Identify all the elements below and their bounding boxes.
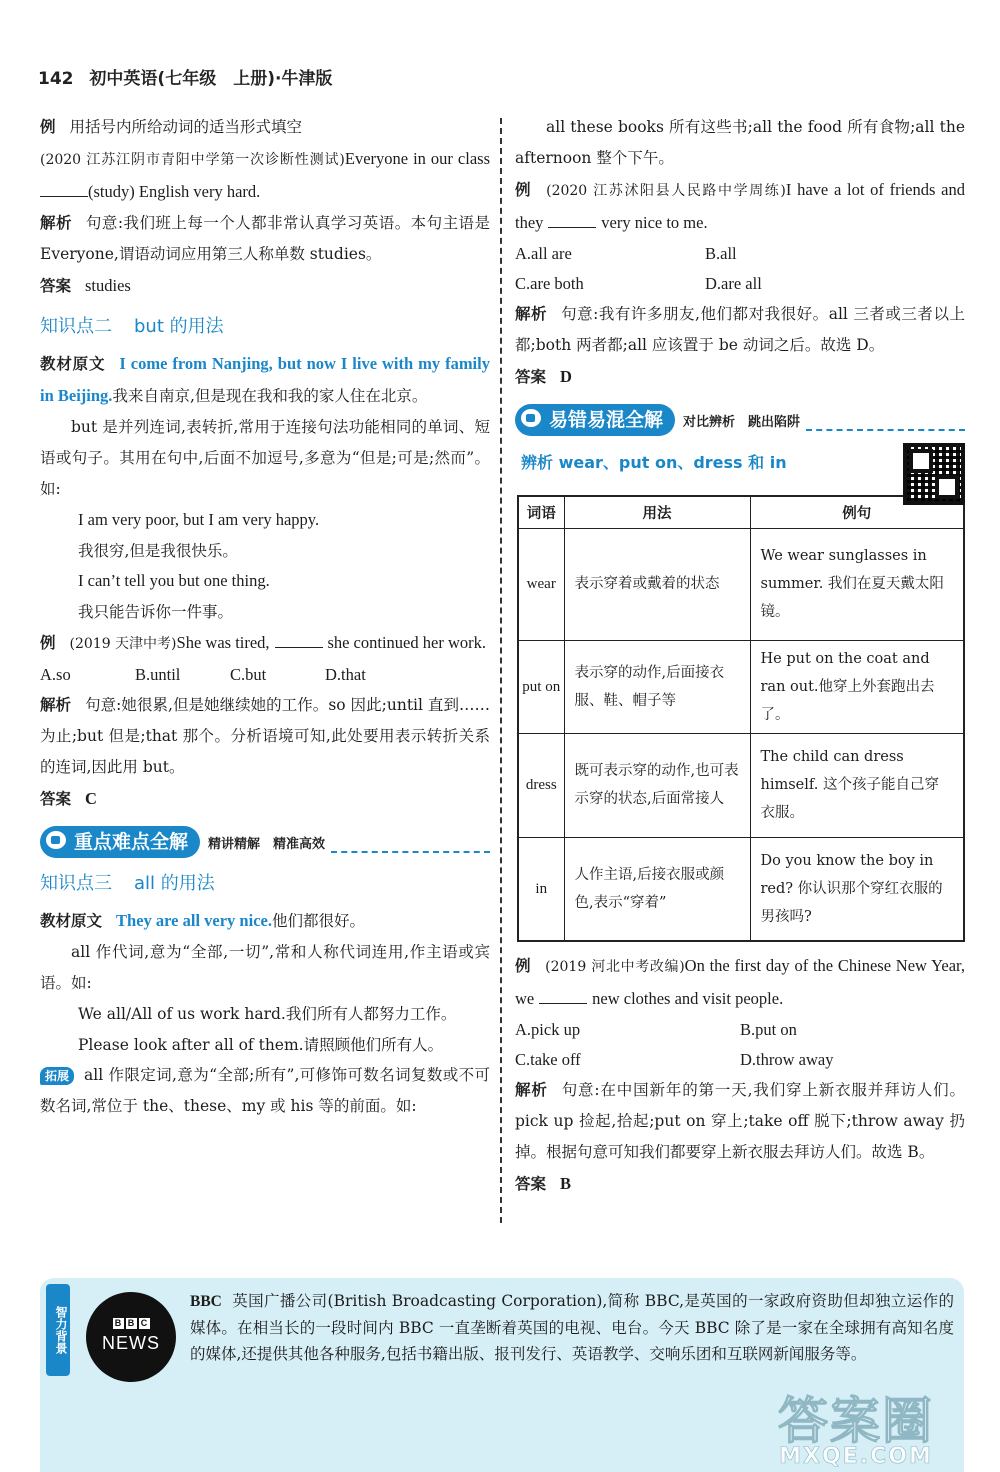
continued-text: all these books 所有这些书;all the food 所有食物;all the afternoon 整个下午。 (515, 118, 965, 167)
example-2-answer: 答案 C (40, 789, 97, 808)
column-divider (500, 118, 502, 1223)
extension-note: 拓展 all 作限定词,意为“全部;所有”,可修饰可数名词复数或不可数名词,常位于 the、these、my 或 his 等的前面。如: (40, 1066, 490, 1115)
option: D.are all (705, 274, 762, 293)
example-sentence: I can’t tell you but one thing. (78, 571, 270, 590)
table-row: dress 既可表示穿的动作,也可表示穿的状态,后面常接人 The child can dress himself. 这个孩子能自己穿衣服。 (518, 733, 964, 837)
watermark: 答案圈 MXQE.COM (778, 1392, 934, 1469)
knowledge-point-3-heading: 知识点三 all 的用法 (40, 873, 215, 894)
option: B.until (135, 665, 181, 684)
answer-blank (548, 214, 596, 228)
book-title: 初中英语(七年级 上册)·牛津版 (89, 69, 333, 89)
example-1-answer: 答案 studies (40, 276, 131, 295)
option: D.throw away (740, 1050, 834, 1069)
table-row: wear 表示穿着或戴着的状态 We wear sunglasses in summer. 我们在夏天戴太阳镜。 (518, 528, 964, 640)
table-header: 用法 (564, 496, 750, 528)
left-column (40, 112, 490, 1122)
example-4-question: 例 (2019 河北中考改编)On the first day of the Chinese New Year, we new clothes and visit people. (515, 956, 965, 1008)
option: A.pick up (515, 1020, 581, 1039)
example-sentence: We all/All of us work hard.我们所有人都努力工作。 (78, 1005, 457, 1023)
table-header: 词语 (518, 496, 564, 528)
knowledge-point-3-description: all 作代词,意为“全部,一切”,常和人称代词连用,作主语或宾语。如: (40, 943, 490, 992)
option: C.but (230, 665, 267, 684)
example-2-analysis: 解析 句意:她很累,但是她继续她的工作。so 因此;until 直到……为止;but 但是;that 那个。分析语境可知,此处要用表示转折关系的连词,因此用 but。 (40, 696, 490, 776)
example-translation: 我只能告诉你一件事。 (78, 602, 234, 621)
example-3-options (515, 239, 965, 269)
example-1-question: (2020 江苏江阴市青阳中学第一次诊断性测试)Everyone in our class (study) English very hard. (40, 149, 490, 201)
example-4-options (515, 1015, 965, 1045)
table-row: put on 表示穿的动作,后面接衣服、鞋、帽子等 He put on the coat and ran out.他穿上外套跑出去了。 (518, 640, 964, 733)
knowledge-point-2-heading: 知识点二 but 的用法 (40, 316, 224, 337)
option: C.take off (515, 1050, 581, 1069)
example-3-answer: 答案 D (515, 367, 572, 386)
example-3-analysis: 解析 句意:我有许多朋友,他们都对我很好。all 三者或三者以上都;both 两者都;all 应该置于 be 动词之后。故选 D。 (515, 305, 965, 354)
extension-badge: 拓展 (40, 1067, 74, 1085)
background-tag: 智力背景 (46, 1284, 70, 1376)
background-text: BBC 英国广播公司(British Broadcasting Corporation),简称 BBC,是英国的一家政府资助但却独立运作的媒体。在相当长的一段时间内 BBC 一直垄断着英国的电视、电台。今天 BBC 除了是一家在全球拥有高知名度的媒体,还提供其他各种服务,包括书籍出版、报刊发行、英语教学、交响乐团和互联网新闻服务等。 (190, 1292, 954, 1363)
option: A.so (40, 665, 71, 684)
option: B.put on (740, 1020, 797, 1039)
option: B.all (705, 244, 737, 263)
example-3-options (515, 269, 965, 299)
option: D.that (325, 665, 366, 684)
example-translation: 我很穷,但是我很快乐。 (78, 541, 238, 560)
megaphone-icon (46, 831, 66, 849)
answer-blank (539, 990, 587, 1004)
knowledge-point-3-source: 教材原文 They are all very nice.他们都很好。 (40, 911, 365, 930)
example-2-question: 例 (2019 天津中考)She was tired, she continued her work. (40, 633, 486, 652)
megaphone-icon (521, 409, 541, 427)
page-header (38, 64, 332, 89)
example-label: 例 (40, 118, 56, 136)
discrimination-title: 辨析 wear、put on、dress 和 in (521, 453, 787, 472)
bbc-news-logo: B B C NEWS (86, 1292, 176, 1382)
table-header: 例句 (750, 496, 964, 528)
example-3-question: 例 (2020 江苏沭阳县人民路中学周练)I have a lot of friends and they very nice to me. (515, 180, 965, 232)
example-sentence: Please look after all of them.请照顾他们所有人。 (78, 1035, 444, 1054)
example-4-analysis: 解析 句意:在中国新年的第一天,我们穿上新衣服并拜访人们。pick up 捡起,拾起;put on 穿上;take off 脱下;throw away 扔掉。根据句意可知我们都要穿上新衣服去拜访人们。故选 B。 (515, 1081, 965, 1161)
background-info-box (40, 1278, 964, 1472)
table-row: in 人作主语,后接衣服或颜色,表示“穿着” Do you know the boy in red? 你认识那个穿红衣服的男孩吗? (518, 837, 964, 941)
page-number: 142 (38, 69, 74, 89)
key-points-banner: 重点难点全解 精讲精解 精准高效 (40, 825, 490, 859)
example-1-analysis: 解析 句意:我们班上每一个人都非常认真学习英语。本句主语是 Everyone,谓语动词应用第三人称单数 studies。 (40, 214, 490, 263)
example-4-options (515, 1045, 965, 1075)
confusables-banner: 易错易混全解 对比辨析 跳出陷阱 (515, 403, 965, 437)
example-sentence: I am very poor, but I am very happy. (78, 510, 320, 529)
knowledge-point-2-source: 教材原文 I come from Nanjing, but now I live with my family in Beijing.我来自南京,但是现在我和我的家人住在北京。 (40, 354, 490, 405)
example-4-answer: 答案 B (515, 1174, 572, 1193)
comparison-table (517, 495, 965, 942)
right-column (515, 112, 965, 1200)
qr-code-icon[interactable] (903, 443, 965, 505)
option: A.all are (515, 244, 572, 263)
knowledge-point-2-description: but 是并列连词,表转折,常用于连接句法功能相同的单词、短语或句子。其用在句中,后面不加逗号,多意为“但是;可是;然而”。如: (40, 418, 490, 498)
example-2-options (40, 660, 490, 690)
answer-blank (40, 183, 88, 197)
example-1-prompt: 例 用括号内所给动词的适当形式填空 (40, 118, 303, 136)
option: C.are both (515, 274, 584, 293)
answer-blank (275, 634, 323, 648)
